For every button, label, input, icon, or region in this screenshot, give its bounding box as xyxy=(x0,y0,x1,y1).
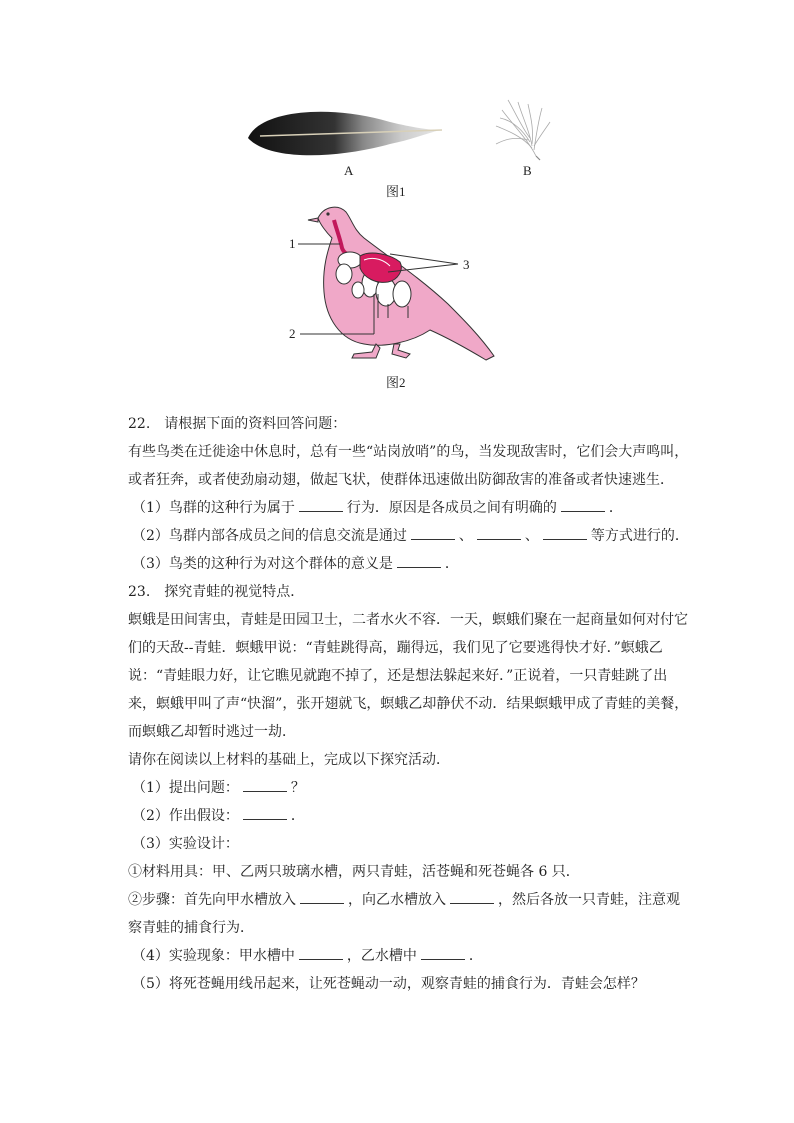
answer-blank[interactable] xyxy=(299,943,343,960)
answer-blank[interactable] xyxy=(300,887,344,904)
answer-blank[interactable] xyxy=(243,775,287,792)
answer-blank[interactable] xyxy=(243,803,287,820)
feather-a-image xyxy=(240,100,450,170)
beak-shape xyxy=(308,218,318,222)
feather-b-label: B xyxy=(523,163,532,178)
q23-para-2: 们的天敌--青蛙．螟蛾甲说：“青蛙跳得高，蹦得远，我们见了它要逃得快才好．”螟蛾乙 xyxy=(128,640,663,656)
answer-blank[interactable] xyxy=(397,551,441,568)
q23-para-5: 而螟蛾乙却暂时逃过一劫． xyxy=(128,724,296,740)
q23-para-1: 螟蛾是田间害虫，青蛙是田园卫士，二者水火不容．一天，螟蛾们聚在一起商量如何对付它 xyxy=(128,612,688,628)
figure2-caption: 图2 xyxy=(386,375,406,390)
question-23 xyxy=(128,578,689,998)
q22-para-1: 有些鸟类在迁徙途中休息时，总有一些“站岗放哨”的鸟，当发现敌害时，它们会大声鸣叫， xyxy=(128,444,689,460)
q23-sub-3: （3）实验设计： xyxy=(132,836,239,852)
q23-para-3: 说：“青蛙眼力好，让它瞧见就跑不掉了，还是想法躲起来好．”正说着，一只青蛙跳了出 xyxy=(128,668,668,684)
q23-sub-2: （2）作出假设： ． xyxy=(128,802,684,830)
q23-sub-4: （4）实验现象：甲水槽中 ，乙水槽中 ． xyxy=(128,942,684,970)
answer-blank[interactable] xyxy=(543,523,587,540)
q23-title: 23. 探究青蛙的视觉特点． xyxy=(128,584,305,600)
feather-b-image xyxy=(492,96,552,162)
label-1: 1 xyxy=(289,236,296,251)
bird-diagram xyxy=(280,198,510,368)
figure1-caption: 图1 xyxy=(386,184,406,199)
label-2: 2 xyxy=(289,326,296,341)
answer-blank[interactable] xyxy=(421,943,465,960)
q22-title: 22. 请根据下面的资料回答问题： xyxy=(128,416,347,432)
answer-blank[interactable] xyxy=(561,495,605,512)
question-22 xyxy=(128,410,689,578)
q22-sub-3: （3）鸟类的这种行为对这个群体的意义是 ． xyxy=(128,550,684,578)
q23-sub-5: （5）将死苍蝇用线吊起来，让死苍蝇动一动，观察青蛙的捕食行为．青蛙会怎样？ xyxy=(132,976,645,992)
q22-sub-1: （1）鸟群的这种行为属于 行为．原因是各成员之间有明确的 ． xyxy=(128,494,684,522)
q22-sub-2: （2）鸟群内部各成员之间的信息交流是通过 、 、 等方式进行的． xyxy=(128,522,684,550)
q23-steps-cont: 察青蛙的捕食行为． xyxy=(128,920,254,936)
q22-para-2: 或者狂奔，或者使劲扇动翅，做起飞状，使群体迅速做出防御敌害的准备或者快速逃生． xyxy=(128,472,674,488)
q23-steps: ②步骤：首先向甲水槽放入 ，向乙水槽放入 ，然后各放一只青蛙，注意观 xyxy=(128,886,684,914)
answer-blank[interactable] xyxy=(450,887,494,904)
answer-blank[interactable] xyxy=(411,523,455,540)
q23-para-4: 来，螟蛾甲叫了声“快溜”，张开翅就飞，螟蛾乙却静伏不动．结果螟蛾甲成了青蛙的美餐， xyxy=(128,696,689,712)
q23-sub-1: （1）提出问题： ？ xyxy=(128,774,684,802)
answer-blank[interactable] xyxy=(299,495,343,512)
q23-materials: ①材料用具：甲、乙两只玻璃水槽，两只青蛙，活苍蝇和死苍蝇各 6 只． xyxy=(128,864,580,880)
answer-blank[interactable] xyxy=(477,523,521,540)
q23-para-6: 请你在阅读以上材料的基础上，完成以下探究活动． xyxy=(128,752,450,768)
feather-a-label: A xyxy=(344,163,354,178)
label-3: 3 xyxy=(463,257,470,272)
